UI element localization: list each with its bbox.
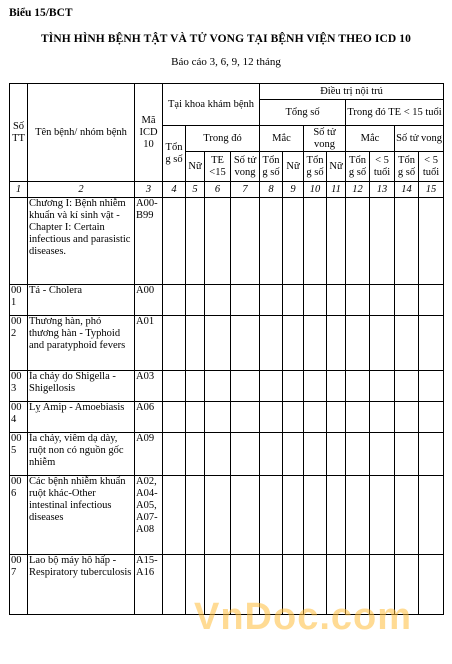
data-cell[interactable] — [186, 198, 205, 285]
data-cell[interactable] — [205, 198, 231, 285]
column-number: 10 — [304, 182, 327, 198]
data-cell[interactable] — [304, 433, 327, 476]
data-cell[interactable] — [186, 476, 205, 555]
data-cell[interactable] — [163, 285, 186, 316]
data-cell[interactable] — [304, 285, 327, 316]
header-outpatient: Tại khoa khám bệnh — [163, 84, 260, 126]
row-disease-name: Thương hàn, phó thương hàn - Typhoid and paratyphoid fevers — [28, 316, 135, 371]
data-cell[interactable] — [163, 198, 186, 285]
data-cell[interactable] — [283, 285, 304, 316]
column-number: 13 — [370, 182, 395, 198]
header-cases-total: Tổng số — [260, 152, 283, 182]
data-cell[interactable] — [231, 402, 260, 433]
table-row — [10, 198, 444, 285]
data-cell[interactable] — [419, 198, 444, 285]
report-subtitle: Báo cáo 3, 6, 9, 12 tháng — [171, 56, 281, 68]
header-outpatient-deaths: Số tử vong — [231, 152, 260, 182]
header-deaths-female: Nữ — [327, 152, 346, 182]
data-cell[interactable] — [186, 285, 205, 316]
header-deaths-under15: Số tử vong — [395, 126, 444, 152]
data-cell[interactable] — [205, 476, 231, 555]
column-number-row — [10, 182, 444, 198]
header-disease-name: Tên bệnh/ nhóm bệnh — [28, 84, 135, 182]
data-cell[interactable] — [370, 402, 395, 433]
row-icd-code: A00 — [135, 285, 163, 316]
data-cell[interactable] — [304, 402, 327, 433]
header-cases-under15: Mắc — [346, 126, 395, 152]
row-disease-name: Ỉa chảy do Shigella - Shigellosis — [28, 371, 135, 402]
row-stt: 003 — [10, 371, 28, 402]
data-cell[interactable] — [419, 285, 444, 316]
data-cell[interactable] — [346, 371, 370, 402]
column-number: 3 — [135, 182, 163, 198]
row-stt: 002 — [10, 316, 28, 371]
data-cell[interactable] — [419, 402, 444, 433]
data-cell[interactable] — [327, 433, 346, 476]
data-cell[interactable] — [346, 402, 370, 433]
data-cell[interactable] — [231, 285, 260, 316]
data-cell[interactable] — [186, 316, 205, 371]
data-cell[interactable] — [395, 433, 419, 476]
header-deaths: Số tử vong — [304, 126, 346, 152]
header-outpatient-total: Tổng số — [163, 126, 186, 182]
data-cell[interactable] — [260, 371, 283, 402]
data-cell[interactable] — [395, 402, 419, 433]
data-cell[interactable] — [346, 433, 370, 476]
data-cell[interactable] — [186, 371, 205, 402]
row-stt: 007 — [10, 555, 28, 615]
column-number: 8 — [260, 182, 283, 198]
data-cell[interactable] — [346, 285, 370, 316]
row-icd-code: A02, A04-A05, A07-A08 — [135, 476, 163, 555]
data-cell[interactable] — [205, 371, 231, 402]
header-cases: Mắc — [260, 126, 304, 152]
row-disease-name: Chương I: Bệnh nhiễm khuẩn và kí sinh vật - Chapter I: Certain infectious and parasistic diseases. — [28, 198, 135, 285]
data-cell[interactable] — [163, 476, 186, 555]
header-u15-deaths-total: Tổng số — [395, 152, 419, 182]
data-cell[interactable] — [346, 476, 370, 555]
data-cell[interactable] — [163, 316, 186, 371]
data-cell[interactable] — [370, 371, 395, 402]
data-cell[interactable] — [395, 316, 419, 371]
row-disease-name: Các bệnh nhiễm khuẩn ruột khác-Other intestinal infectious diseases — [28, 476, 135, 555]
form-code: Biểu 15/BCT — [9, 7, 73, 19]
table-body — [10, 198, 444, 615]
row-stt: 005 — [10, 433, 28, 476]
data-cell[interactable] — [395, 198, 419, 285]
data-cell[interactable] — [304, 476, 327, 555]
data-cell[interactable] — [419, 555, 444, 615]
data-cell[interactable] — [231, 198, 260, 285]
data-cell[interactable] — [205, 285, 231, 316]
data-cell[interactable] — [260, 285, 283, 316]
data-cell[interactable] — [370, 285, 395, 316]
data-cell[interactable] — [327, 476, 346, 555]
watermark-logo: VnDoc.com — [194, 596, 413, 638]
header-u15-cases-under5: < 5 tuổi — [370, 152, 395, 182]
data-cell[interactable] — [231, 433, 260, 476]
table-row — [10, 285, 444, 316]
header-deaths-total: Tổng số — [304, 152, 327, 182]
data-cell[interactable] — [370, 198, 395, 285]
column-number: 12 — [346, 182, 370, 198]
row-disease-name: Lao bộ máy hô hấp -Respiratory tuberculosis — [28, 555, 135, 615]
row-stt: 004 — [10, 402, 28, 433]
data-cell[interactable] — [205, 433, 231, 476]
column-number: 4 — [163, 182, 186, 198]
data-cell[interactable] — [419, 316, 444, 371]
row-icd-code: A06 — [135, 402, 163, 433]
data-cell[interactable] — [419, 371, 444, 402]
data-cell[interactable] — [283, 316, 304, 371]
header-stt: Số TT — [10, 84, 28, 182]
disease-mortality-table — [9, 83, 444, 615]
row-stt: 006 — [10, 476, 28, 555]
data-cell[interactable] — [283, 402, 304, 433]
data-cell[interactable] — [327, 285, 346, 316]
data-cell[interactable] — [346, 198, 370, 285]
data-cell[interactable] — [186, 402, 205, 433]
column-number: 6 — [205, 182, 231, 198]
column-number: 1 — [10, 182, 28, 198]
row-disease-name: Ỉa chảy, viêm dạ dày, ruột non có nguồn gốc nhiễm — [28, 433, 135, 476]
data-cell[interactable] — [304, 198, 327, 285]
data-cell[interactable] — [304, 316, 327, 371]
data-cell[interactable] — [346, 316, 370, 371]
table-row — [10, 476, 444, 555]
data-cell[interactable] — [370, 316, 395, 371]
data-cell[interactable] — [260, 476, 283, 555]
data-cell[interactable] — [186, 433, 205, 476]
column-number: 2 — [28, 182, 135, 198]
data-cell[interactable] — [395, 371, 419, 402]
data-cell[interactable] — [260, 402, 283, 433]
data-cell[interactable] — [395, 285, 419, 316]
row-icd-code: A00-B99 — [135, 198, 163, 285]
row-icd-code: A15-A16 — [135, 555, 163, 615]
data-cell[interactable] — [260, 433, 283, 476]
data-cell[interactable] — [370, 476, 395, 555]
data-cell[interactable] — [163, 555, 186, 615]
row-icd-code: A09 — [135, 433, 163, 476]
report-title: TÌNH HÌNH BỆNH TẬT VÀ TỬ VONG TẠI BỆNH VIỆN THEO ICD 10 — [41, 33, 411, 45]
data-cell[interactable] — [283, 476, 304, 555]
column-number: 14 — [395, 182, 419, 198]
column-number: 15 — [419, 182, 444, 198]
header-under15: Trong đó TE < 15 tuổi — [346, 100, 444, 126]
table-row — [10, 433, 444, 476]
table-row — [10, 402, 444, 433]
data-cell[interactable] — [327, 371, 346, 402]
column-number: 11 — [327, 182, 346, 198]
data-cell[interactable] — [327, 198, 346, 285]
data-cell[interactable] — [283, 371, 304, 402]
data-cell[interactable] — [205, 316, 231, 371]
data-cell[interactable] — [419, 476, 444, 555]
header-female: Nữ — [186, 152, 205, 182]
column-number: 5 — [186, 182, 205, 198]
data-cell[interactable] — [419, 433, 444, 476]
column-number: 7 — [231, 182, 260, 198]
header-inpatient: Điều trị nội trú — [260, 84, 444, 100]
data-cell[interactable] — [327, 402, 346, 433]
data-cell[interactable] — [205, 402, 231, 433]
header-total: Tổng số — [260, 100, 346, 126]
data-cell[interactable] — [231, 476, 260, 555]
data-cell[interactable] — [304, 371, 327, 402]
row-disease-name: Tả - Cholera — [28, 285, 135, 316]
header-icd-code: Mã ICD 10 — [135, 84, 163, 182]
data-cell[interactable] — [327, 316, 346, 371]
header-cases-female: Nữ — [283, 152, 304, 182]
data-cell[interactable] — [260, 198, 283, 285]
data-cell[interactable] — [231, 371, 260, 402]
data-cell[interactable] — [163, 371, 186, 402]
header-child-under15: TE <15 — [205, 152, 231, 182]
data-cell[interactable] — [395, 476, 419, 555]
data-cell[interactable] — [283, 433, 304, 476]
data-cell[interactable] — [283, 198, 304, 285]
data-cell[interactable] — [260, 316, 283, 371]
data-cell[interactable] — [370, 433, 395, 476]
column-number: 9 — [283, 182, 304, 198]
header-u15-cases-total: Tổng số — [346, 152, 370, 182]
data-cell[interactable] — [231, 316, 260, 371]
row-stt: 001 — [10, 285, 28, 316]
row-stt — [10, 198, 28, 285]
data-cell[interactable] — [163, 402, 186, 433]
row-disease-name: Lỵ Amip - Amoebiasis — [28, 402, 135, 433]
header-u15-deaths-under5: < 5 tuổi — [419, 152, 444, 182]
table-row — [10, 316, 444, 371]
row-icd-code: A01 — [135, 316, 163, 371]
header-of-which: Trong đó — [186, 126, 260, 152]
table-row — [10, 371, 444, 402]
data-cell[interactable] — [163, 433, 186, 476]
row-icd-code: A03 — [135, 371, 163, 402]
